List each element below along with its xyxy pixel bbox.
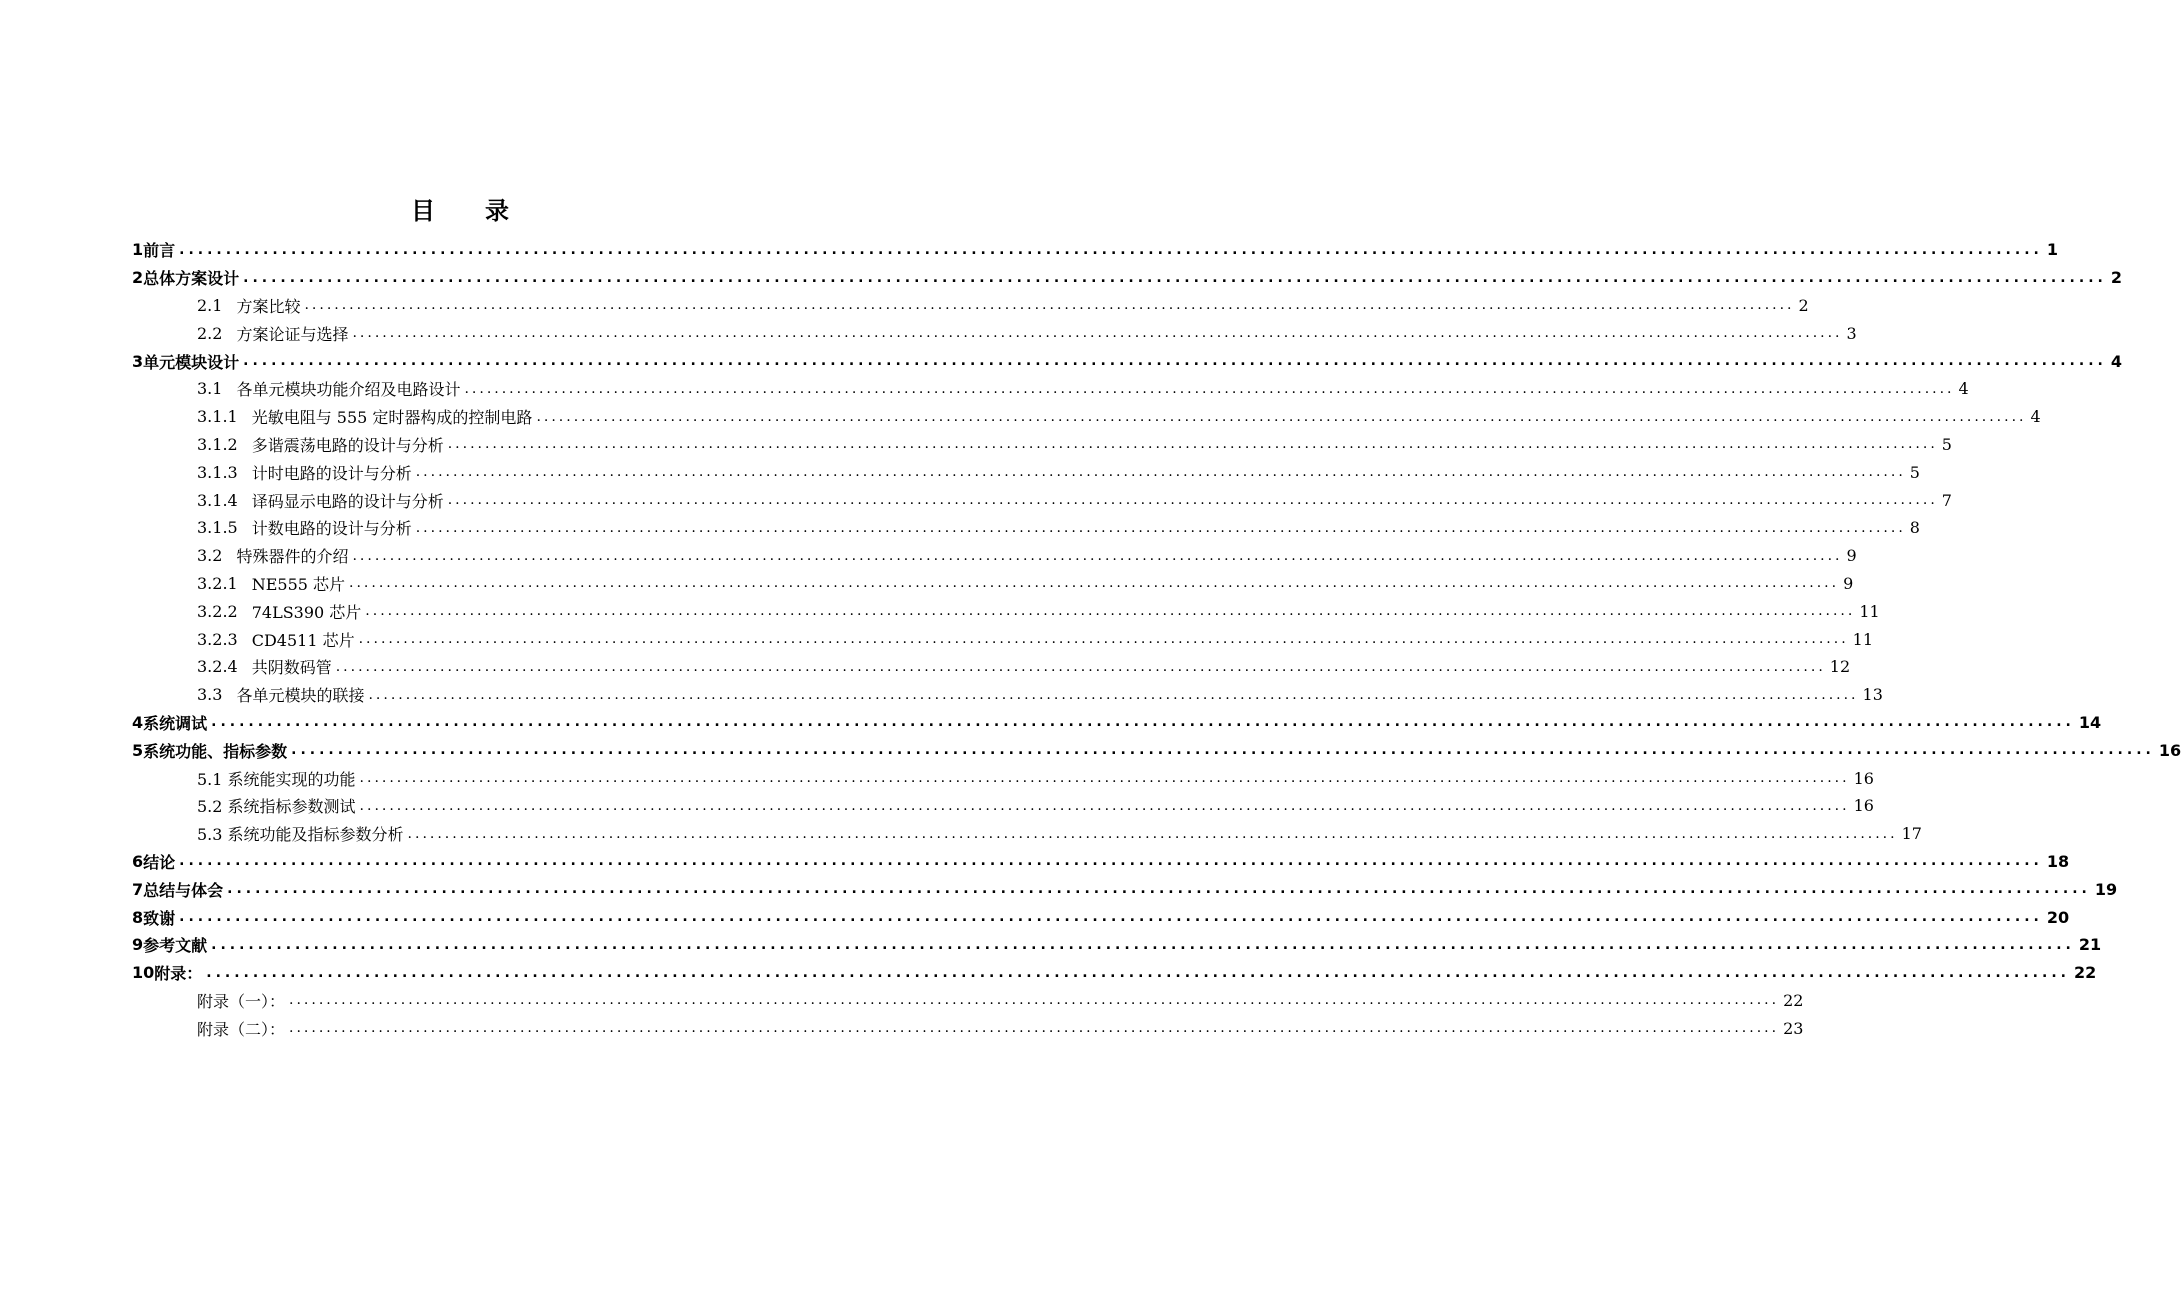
toc-dot-leader: ........................................................................................................................................................................................................ [352, 325, 1843, 342]
toc-entry[interactable] [132, 959, 2097, 987]
toc-entry-number: 6 [132, 851, 144, 871]
toc-entry-number: 3.3 [197, 685, 223, 705]
toc-entry-page: 19 [2094, 879, 2118, 899]
toc-entry-title: 多谐震荡电路的设计与分析 [251, 435, 444, 455]
toc-dot-leader: ........................................................................................................................................................................................................ [179, 853, 2043, 870]
toc-entry-number: 3.1.5 [197, 518, 238, 538]
toc-dot-leader: ........................................................................................................................................................................................................ [358, 631, 1849, 648]
toc-entry-number: 10 [132, 963, 155, 983]
toc-entry[interactable] [132, 375, 1969, 403]
toc-entry-number: 4 [132, 712, 144, 732]
toc-entry-title: 5.2 系统指标参数测试 [197, 797, 356, 817]
toc-entry-number: 3.1.1 [197, 407, 238, 427]
toc-entry-page: 22 [1783, 990, 1804, 1010]
toc-entry[interactable] [132, 514, 1920, 542]
toc-entry-number: 3.2.3 [197, 629, 238, 649]
toc-entry-number: 2.1 [197, 295, 223, 315]
toc-title-part1: 目 [411, 197, 435, 225]
toc-dot-leader: ........................................................................................................................................................................................................ [289, 1020, 1780, 1037]
toc-entry-page: 21 [2078, 935, 2102, 955]
toc-entry-title: 附录（二）： [197, 1019, 286, 1039]
toc-dot-leader: ........................................................................................................................................................................................................ [335, 658, 1826, 675]
toc-entry-title: 总体方案设计 [143, 269, 240, 289]
toc-dot-leader: ........................................................................................................................................................................................................ [447, 492, 1938, 509]
toc-entry[interactable] [132, 486, 1952, 514]
toc-entry-number: 1 [132, 240, 144, 260]
toc-entry-title: 系统功能、指标参数 [143, 741, 288, 761]
toc-entry-number: 2.2 [197, 323, 223, 343]
toc-dot-leader: ........................................................................................................................................................................................................ [352, 547, 1843, 564]
toc-entry-page: 23 [1783, 1018, 1804, 1038]
toc-entry-page: 3 [1846, 323, 1857, 343]
toc-entry-page: 16 [1853, 796, 1874, 816]
toc-entry[interactable] [132, 736, 2181, 764]
toc-entry-page: 20 [2046, 907, 2070, 927]
toc-entry-number: 9 [132, 935, 144, 955]
toc-entry[interactable] [132, 764, 1874, 792]
toc-entry[interactable] [132, 319, 1857, 347]
toc-entry-page: 9 [1846, 546, 1857, 566]
toc-entry-title: 总结与体会 [143, 880, 224, 900]
toc-dot-leader: ........................................................................................................................................................................................................ [179, 909, 2043, 926]
toc-entry[interactable] [132, 931, 2102, 959]
toc-entry-title: 译码显示电路的设计与分析 [251, 491, 444, 511]
toc-entry-number: 3.1 [197, 379, 223, 399]
toc-entry[interactable] [132, 653, 1851, 681]
toc-dot-leader: ........................................................................................................................................................................................................ [227, 881, 2091, 898]
toc-entry-title: 参考文献 [143, 936, 208, 956]
toc-entry[interactable] [132, 403, 2041, 431]
toc-entry-title: 附录（一）： [197, 991, 286, 1011]
toc-entry-title: 计数电路的设计与分析 [251, 519, 412, 539]
toc-entry-page: 17 [1901, 824, 1922, 844]
toc-dot-leader: ........................................................................................................................................................................................................ [415, 464, 1906, 481]
toc-entry-page: 5 [1941, 434, 1952, 454]
toc-entry-number: 3 [132, 351, 144, 371]
toc-dot-leader: ........................................................................................................................................................................................................ [211, 714, 2075, 731]
toc-dot-leader: ........................................................................................................................................................................................................ [365, 603, 1856, 620]
toc-entry-page: 14 [2078, 712, 2102, 732]
toc-entry-page: 4 [2110, 351, 2122, 371]
toc-dot-leader: ........................................................................................................................................................................................................ [359, 770, 1850, 787]
toc-entry[interactable] [132, 292, 1809, 320]
toc-title-part2: 录 [485, 197, 509, 225]
toc-entry-page: 8 [1909, 518, 1920, 538]
toc-dot-leader: ........................................................................................................................................................................................................ [349, 575, 1840, 592]
toc-entry-page: 22 [2073, 963, 2097, 983]
toc-dot-leader: ........................................................................................................................................................................................................ [407, 825, 1898, 842]
toc-entry-page: 9 [1843, 573, 1854, 593]
toc-entry-title: 致谢 [143, 908, 176, 928]
toc-dot-leader: ........................................................................................................................................................................................................ [368, 686, 1859, 703]
toc-entry[interactable] [132, 431, 1952, 459]
toc-entry-title: 前言 [143, 241, 176, 261]
toc-entry[interactable] [132, 264, 2122, 292]
toc-entry-title: CD4511 芯片 [251, 630, 355, 650]
toc-entry-title: 单元模块设计 [143, 352, 240, 372]
toc-entry[interactable] [132, 820, 1922, 848]
toc-entry[interactable] [132, 848, 2070, 876]
toc-dot-leader: ........................................................................................................................................................................................................ [447, 436, 1938, 453]
toc-entry-page: 12 [1829, 657, 1851, 677]
toc-entry-page: 2 [2110, 268, 2122, 288]
toc-entry[interactable] [132, 570, 1854, 598]
toc-entry-number: 3.2.1 [197, 573, 238, 593]
toc-entry[interactable] [132, 792, 1874, 820]
toc-entry-title: NE555 芯片 [251, 574, 346, 594]
toc-entry-page: 4 [1958, 379, 1969, 399]
toc-entry[interactable] [132, 987, 1804, 1015]
toc-entry-title: 附录： [154, 964, 203, 984]
toc-dot-leader: ........................................................................................................................................................................................................ [289, 992, 1780, 1009]
toc-dot-leader: ........................................................................................................................................................................................................ [206, 964, 2070, 981]
toc-entry-title: 计时电路的设计与分析 [251, 463, 412, 483]
toc-entry-page: 13 [1862, 685, 1883, 705]
toc-entry[interactable] [132, 347, 2122, 375]
toc-entry[interactable] [132, 1014, 1804, 1042]
toc-entry[interactable] [132, 903, 2070, 931]
toc-dot-leader: ........................................................................................................................................................................................................ [359, 797, 1850, 814]
toc-entry-title: 系统调试 [143, 713, 208, 733]
toc-entry-page: 18 [2046, 851, 2070, 871]
toc-dot-leader: ........................................................................................................................................................................................................ [415, 519, 1906, 536]
toc-entry-page: 11 [1852, 629, 1874, 649]
toc-entry-number: 3.2 [197, 546, 223, 566]
toc-dot-leader: ........................................................................................................................................................................................................ [243, 353, 2107, 370]
toc-entry-title: 各单元模块的联接 [236, 686, 365, 706]
toc-entry[interactable] [132, 542, 1857, 570]
toc-entry-title: 方案比较 [236, 296, 301, 316]
toc-entry-page: 1 [2046, 240, 2058, 260]
toc-dot-leader: ........................................................................................................................................................................................................ [211, 936, 2075, 953]
toc-entry-title: 5.3 系统功能及指标参数分析 [197, 825, 404, 845]
toc-entry-number: 3.2.2 [197, 601, 238, 621]
table-of-contents [132, 236, 2181, 1042]
toc-entry-number: 3.1.2 [197, 434, 238, 454]
toc-entry-page: 7 [1941, 490, 1952, 510]
toc-dot-leader: ........................................................................................................................................................................................................ [304, 297, 1795, 314]
toc-entry[interactable] [132, 875, 2118, 903]
toc-entry-page: 16 [2158, 740, 2181, 760]
toc-dot-leader: ........................................................................................................................................................................................................ [536, 408, 2027, 425]
toc-entry-number: 2 [132, 268, 144, 288]
toc-dot-leader: ........................................................................................................................................................................................................ [291, 742, 2155, 759]
toc-entry-number: 3.1.3 [197, 462, 238, 482]
toc-entry[interactable] [132, 681, 1883, 709]
toc-title [0, 194, 920, 228]
toc-entry[interactable] [132, 709, 2102, 737]
toc-entry-title: 结论 [143, 852, 176, 872]
toc-entry-title: 方案论证与选择 [236, 324, 349, 344]
toc-entry-page: 16 [1853, 768, 1874, 788]
toc-entry-number: 8 [132, 907, 144, 927]
toc-entry-title: 特殊器件的介绍 [236, 547, 349, 567]
toc-entry-page: 5 [1909, 462, 1920, 482]
toc-entry-title: 各单元模块功能介绍及电路设计 [236, 380, 461, 400]
toc-entry-title: 74LS390 芯片 [251, 602, 362, 622]
toc-dot-leader: ........................................................................................................................................................................................................ [464, 380, 1955, 397]
toc-entry-title: 光敏电阻与 555 定时器构成的控制电路 [251, 408, 533, 428]
toc-entry-title: 共阴数码管 [251, 658, 332, 678]
toc-entry[interactable] [132, 458, 1920, 486]
toc-entry-number: 3.2.4 [197, 657, 238, 677]
toc-entry-number: 5 [132, 740, 144, 760]
toc-entry-page: 11 [1859, 601, 1880, 621]
toc-entry[interactable] [132, 597, 1880, 625]
toc-entry-page: 2 [1798, 295, 1809, 315]
toc-entry[interactable] [132, 625, 1874, 653]
toc-dot-leader: ........................................................................................................................................................................................................ [179, 241, 2043, 258]
toc-entry-number: 7 [132, 879, 144, 899]
toc-entry[interactable] [132, 236, 2058, 264]
toc-dot-leader: ........................................................................................................................................................................................................ [243, 269, 2107, 286]
toc-entry-title: 5.1 系统能实现的功能 [197, 769, 356, 789]
toc-entry-page: 4 [2030, 407, 2041, 427]
toc-entry-number: 3.1.4 [197, 490, 238, 510]
